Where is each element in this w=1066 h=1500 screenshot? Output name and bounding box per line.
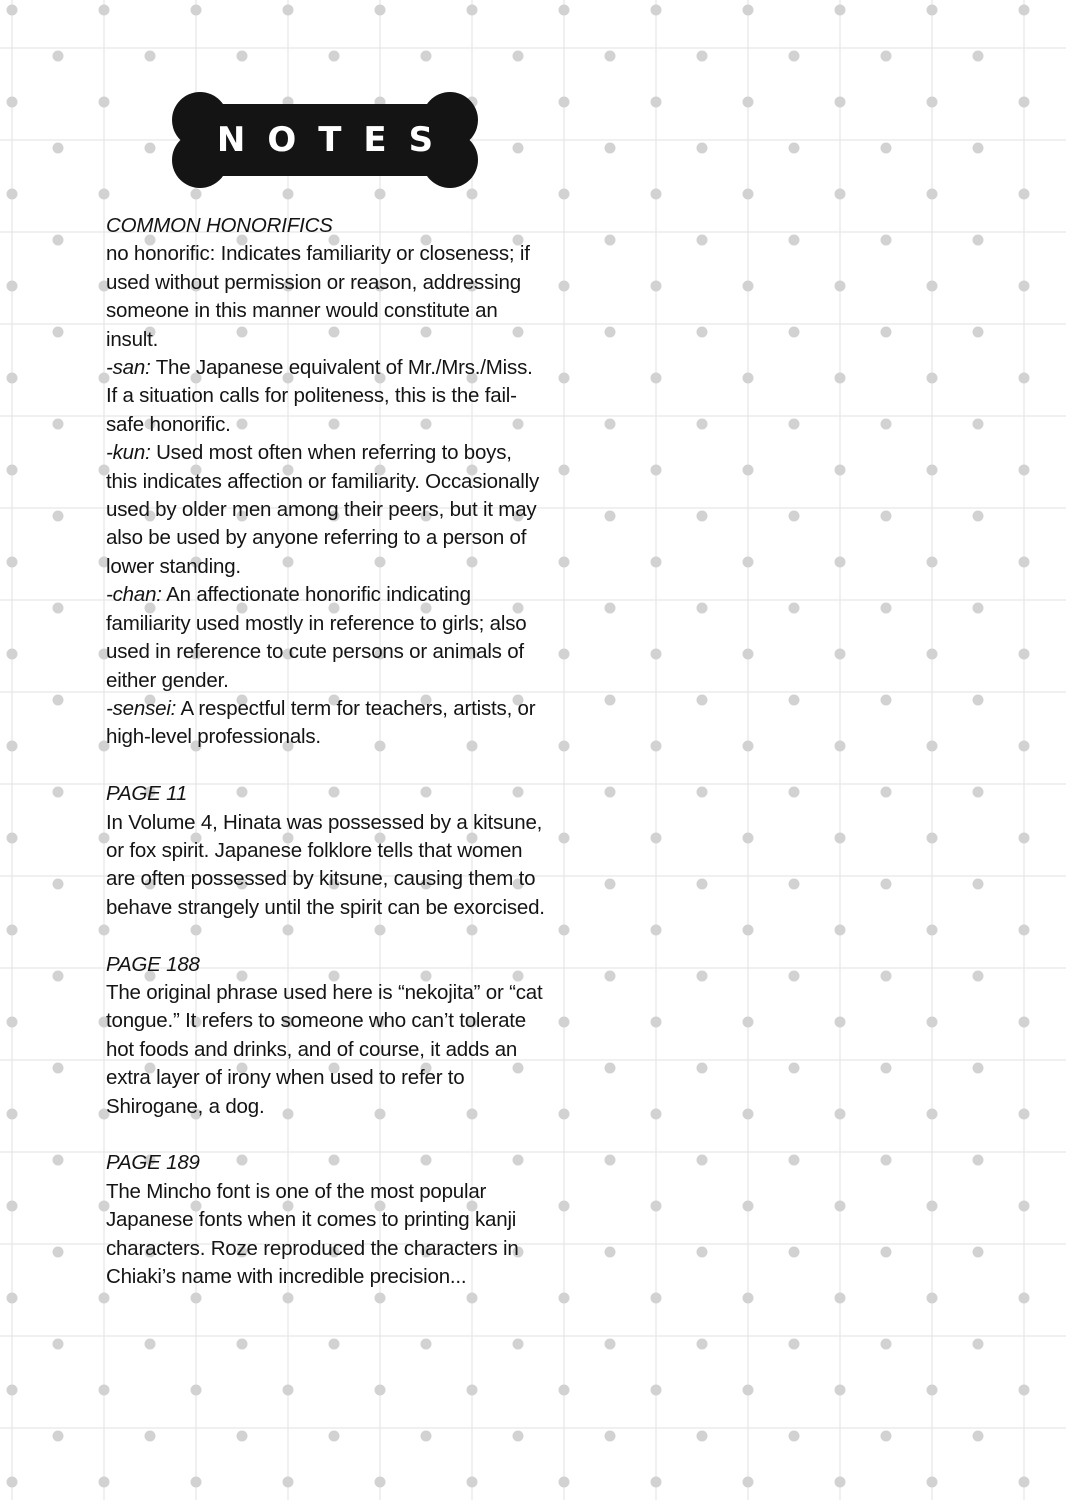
grid-dot xyxy=(927,833,938,844)
grid-dot xyxy=(1019,833,1030,844)
grid-dot xyxy=(7,649,18,660)
grid-dot xyxy=(651,281,662,292)
grid-dot xyxy=(881,695,892,706)
grid-dot xyxy=(973,511,984,522)
grid-dot xyxy=(605,143,616,154)
grid-dot xyxy=(973,235,984,246)
grid-dot xyxy=(789,787,800,798)
grid-dot xyxy=(53,143,64,154)
grid-dot xyxy=(927,281,938,292)
section-text-page-189: The Mincho font is one of the most popular Japanese fonts when it comes to printing kanji characters. Roze reproduced the characters in Chiaki’s name with incredible precision... xyxy=(106,1179,519,1288)
grid-dot xyxy=(697,1339,708,1350)
grid-dot xyxy=(559,5,570,16)
grid-dot xyxy=(53,787,64,798)
notes-badge xyxy=(170,86,480,194)
grid-dot xyxy=(789,51,800,62)
grid-dot xyxy=(789,603,800,614)
grid-dot xyxy=(99,5,110,16)
grid-dot xyxy=(835,281,846,292)
grid-dot xyxy=(605,327,616,338)
honorific-text: no honorific: Indicates familiarity or closeness; if used without permission or reason, addressing someone in this manner would constitute an insult. xyxy=(106,242,530,351)
grid-dot xyxy=(973,327,984,338)
grid-dot xyxy=(7,5,18,16)
grid-dot xyxy=(835,925,846,936)
honorific-text: An affectionate honorific indicating familiarity used mostly in reference to girls; also used in reference to cute persons or animals of either gender. xyxy=(106,583,527,692)
grid-dot xyxy=(835,557,846,568)
grid-dot xyxy=(559,1201,570,1212)
grid-dot xyxy=(697,603,708,614)
grid-dot xyxy=(697,1247,708,1258)
grid-dot xyxy=(927,1017,938,1028)
grid-dot xyxy=(7,833,18,844)
grid-dot xyxy=(559,557,570,568)
grid-dot xyxy=(789,327,800,338)
grid-dot xyxy=(605,419,616,430)
grid-dot xyxy=(559,833,570,844)
section-heading-page-188: PAGE 188 xyxy=(106,952,200,976)
grid-dot xyxy=(53,327,64,338)
grid-dot xyxy=(559,97,570,108)
grid-dot xyxy=(835,1201,846,1212)
grid-dot xyxy=(7,557,18,568)
grid-dot xyxy=(7,373,18,384)
grid-dot xyxy=(697,51,708,62)
grid-dot xyxy=(1019,1385,1030,1396)
grid-dot xyxy=(789,511,800,522)
grid-dot xyxy=(53,419,64,430)
grid-dot xyxy=(835,1109,846,1120)
grid-dot xyxy=(53,51,64,62)
grid-dot xyxy=(467,1385,478,1396)
grid-dot xyxy=(53,1155,64,1166)
grid-dot xyxy=(99,1385,110,1396)
grid-dot xyxy=(191,1385,202,1396)
grid-dot xyxy=(973,143,984,154)
grid-dot xyxy=(145,143,156,154)
grid-dot xyxy=(7,1477,18,1488)
grid-dot xyxy=(559,373,570,384)
notes-content xyxy=(106,212,546,1291)
grid-dot xyxy=(53,235,64,246)
grid-dot xyxy=(1019,1109,1030,1120)
grid-dot xyxy=(789,1247,800,1258)
grid-dot xyxy=(835,1017,846,1028)
grid-dot xyxy=(559,1017,570,1028)
grid-dot xyxy=(697,419,708,430)
grid-dot xyxy=(927,1201,938,1212)
grid-dot xyxy=(789,1063,800,1074)
grid-dot xyxy=(7,1385,18,1396)
grid-dot xyxy=(145,51,156,62)
grid-dot xyxy=(835,741,846,752)
grid-dot xyxy=(789,1155,800,1166)
section-text-page-11: In Volume 4, Hinata was possessed by a kitsune, or fox spirit. Japanese folklore tells that women are often possessed by kitsune, causing them to behave strangely until the spirit can be exorcised. xyxy=(106,810,545,919)
grid-dot xyxy=(927,557,938,568)
grid-dot xyxy=(53,1339,64,1350)
grid-dot xyxy=(375,5,386,16)
grid-dot xyxy=(513,1431,524,1442)
grid-dot xyxy=(697,1063,708,1074)
grid-dot xyxy=(835,833,846,844)
grid-dot xyxy=(651,649,662,660)
grid-dot xyxy=(7,97,18,108)
grid-dot xyxy=(605,235,616,246)
grid-dot xyxy=(973,1063,984,1074)
grid-dot xyxy=(743,373,754,384)
grid-dot xyxy=(1019,373,1030,384)
grid-dot xyxy=(881,235,892,246)
grid-dot xyxy=(697,143,708,154)
grid-dot xyxy=(743,5,754,16)
grid-dot xyxy=(697,787,708,798)
grid-dot xyxy=(1019,97,1030,108)
grid-dot xyxy=(697,235,708,246)
grid-dot xyxy=(329,1339,340,1350)
grid-dot xyxy=(697,971,708,982)
grid-dot xyxy=(53,1063,64,1074)
grid-dot xyxy=(53,971,64,982)
grid-dot xyxy=(789,695,800,706)
grid-dot xyxy=(881,51,892,62)
grid-dot xyxy=(145,1339,156,1350)
honorific-entry-sensei xyxy=(106,695,546,752)
grid-dot xyxy=(7,1293,18,1304)
grid-dot xyxy=(7,1017,18,1028)
section-gap xyxy=(106,1121,546,1149)
grid-dot xyxy=(651,741,662,752)
grid-dot xyxy=(789,1339,800,1350)
section-text-page-188: The original phrase used here is “nekojita” or “cat tongue.” It refers to someone who can’t tolerate hot foods and drinks, and of course, it adds an extra layer of irony when used to refer to Shirogane, a dog. xyxy=(106,980,543,1118)
grid-dot xyxy=(743,189,754,200)
grid-dot xyxy=(7,925,18,936)
grid-dot xyxy=(1019,925,1030,936)
grid-dot xyxy=(513,143,524,154)
grid-dot xyxy=(375,1385,386,1396)
grid-dot xyxy=(927,189,938,200)
grid-dot xyxy=(835,1385,846,1396)
grid-dot xyxy=(421,1339,432,1350)
grid-dot xyxy=(973,603,984,614)
grid-dot xyxy=(927,1109,938,1120)
grid-dot xyxy=(605,1339,616,1350)
grid-dot xyxy=(605,1431,616,1442)
honorific-entry-kun xyxy=(106,439,546,581)
grid-dot xyxy=(881,787,892,798)
grid-dot xyxy=(237,51,248,62)
grid-dot xyxy=(283,1477,294,1488)
grid-dot xyxy=(927,465,938,476)
grid-dot xyxy=(881,879,892,890)
grid-dot xyxy=(467,1477,478,1488)
grid-dot xyxy=(835,649,846,660)
grid-dot xyxy=(973,1431,984,1442)
grid-dot xyxy=(605,971,616,982)
grid-dot xyxy=(513,1339,524,1350)
grid-dot xyxy=(605,879,616,890)
grid-dot xyxy=(53,511,64,522)
grid-dot xyxy=(283,1293,294,1304)
grid-dot xyxy=(973,695,984,706)
grid-dot xyxy=(1019,1201,1030,1212)
section-heading-honorifics: COMMON HONORIFICS xyxy=(106,214,333,237)
grid-dot xyxy=(99,1293,110,1304)
grid-dot xyxy=(973,1155,984,1166)
honorific-term: -chan: xyxy=(106,583,162,607)
grid-dot xyxy=(743,741,754,752)
grid-dot xyxy=(651,1385,662,1396)
grid-dot xyxy=(53,879,64,890)
grid-dot xyxy=(743,465,754,476)
grid-dot xyxy=(375,1477,386,1488)
grid-dot xyxy=(651,833,662,844)
grid-dot xyxy=(697,1155,708,1166)
honorific-term: -sensei: xyxy=(106,696,177,720)
grid-dot xyxy=(651,189,662,200)
grid-dot xyxy=(651,1201,662,1212)
honorific-entry-chan xyxy=(106,581,546,695)
grid-dot xyxy=(7,281,18,292)
section-heading-page-189: PAGE 189 xyxy=(106,1151,200,1175)
grid-dot xyxy=(559,1477,570,1488)
grid-dot xyxy=(881,1431,892,1442)
grid-dot xyxy=(743,557,754,568)
honorific-text: Used most often when referring to boys, this indicates affection or familiarity. Occasionally used by older men among their peers, but it may also be used by anyone referring to a person of lower standing. xyxy=(106,441,539,578)
grid-dot xyxy=(789,1431,800,1442)
grid-dot xyxy=(99,97,110,108)
grid-dot xyxy=(651,1293,662,1304)
grid-dot xyxy=(651,5,662,16)
grid-dot xyxy=(881,511,892,522)
grid-dot xyxy=(513,51,524,62)
grid-dot xyxy=(1019,649,1030,660)
grid-dot xyxy=(651,557,662,568)
grid-dot xyxy=(697,327,708,338)
grid-dot xyxy=(467,1293,478,1304)
grid-dot xyxy=(973,879,984,890)
grid-dot xyxy=(927,1385,938,1396)
grid-dot xyxy=(605,1155,616,1166)
grid-dot xyxy=(329,51,340,62)
grid-dot xyxy=(1019,1477,1030,1488)
grid-dot xyxy=(651,97,662,108)
grid-dot xyxy=(559,925,570,936)
grid-dot xyxy=(927,649,938,660)
grid-dot xyxy=(743,281,754,292)
grid-dot xyxy=(559,741,570,752)
grid-dot xyxy=(559,649,570,660)
grid-dot xyxy=(559,281,570,292)
grid-dot xyxy=(835,1293,846,1304)
grid-dot xyxy=(99,189,110,200)
grid-dot xyxy=(743,1477,754,1488)
grid-dot xyxy=(53,1247,64,1258)
grid-dot xyxy=(743,1017,754,1028)
grid-dot xyxy=(559,465,570,476)
grid-dot xyxy=(743,649,754,660)
grid-dot xyxy=(99,1477,110,1488)
grid-dot xyxy=(1019,465,1030,476)
grid-dot xyxy=(651,1477,662,1488)
grid-dot xyxy=(421,1431,432,1442)
grid-dot xyxy=(1019,1017,1030,1028)
honorific-entry-none xyxy=(106,240,546,354)
grid-dot xyxy=(329,1431,340,1442)
grid-dot xyxy=(467,5,478,16)
grid-dot xyxy=(7,741,18,752)
grid-dot xyxy=(1019,189,1030,200)
grid-dot xyxy=(605,1063,616,1074)
grid-dot xyxy=(7,1201,18,1212)
grid-dot xyxy=(973,787,984,798)
grid-dot xyxy=(697,1431,708,1442)
grid-dot xyxy=(53,1431,64,1442)
section-gap xyxy=(106,922,546,950)
grid-dot xyxy=(651,925,662,936)
grid-dot xyxy=(283,1385,294,1396)
grid-dot xyxy=(7,465,18,476)
grid-dot xyxy=(743,1385,754,1396)
grid-dot xyxy=(789,971,800,982)
grid-dot xyxy=(605,1247,616,1258)
grid-dot xyxy=(7,189,18,200)
grid-dot xyxy=(743,925,754,936)
grid-dot xyxy=(927,97,938,108)
grid-dot xyxy=(881,1155,892,1166)
grid-dot xyxy=(1019,281,1030,292)
grid-dot xyxy=(283,5,294,16)
grid-dot xyxy=(835,5,846,16)
grid-dot xyxy=(421,51,432,62)
grid-dot xyxy=(191,1293,202,1304)
grid-dot xyxy=(789,143,800,154)
grid-dot xyxy=(651,1109,662,1120)
grid-dot xyxy=(973,971,984,982)
grid-dot xyxy=(973,1339,984,1350)
grid-dot xyxy=(743,1201,754,1212)
grid-dot xyxy=(1019,5,1030,16)
grid-dot xyxy=(835,1477,846,1488)
grid-dot xyxy=(559,1385,570,1396)
grid-dot xyxy=(53,603,64,614)
section-heading-page-11: PAGE 11 xyxy=(106,782,188,806)
honorific-text: The Japanese equivalent of Mr./Mrs./Miss. If a situation calls for politeness, this is the fail-safe honorific. xyxy=(106,356,533,436)
grid-dot xyxy=(1019,741,1030,752)
grid-dot xyxy=(651,465,662,476)
grid-dot xyxy=(559,1109,570,1120)
grid-dot xyxy=(237,1431,248,1442)
grid-dot xyxy=(835,373,846,384)
grid-dot xyxy=(881,1063,892,1074)
grid-dot xyxy=(927,373,938,384)
grid-dot xyxy=(881,603,892,614)
grid-dot xyxy=(1019,557,1030,568)
grid-dot xyxy=(927,741,938,752)
grid-dot xyxy=(605,603,616,614)
grid-dot xyxy=(743,1293,754,1304)
grid-dot xyxy=(927,1477,938,1488)
grid-dot xyxy=(145,1431,156,1442)
grid-dot xyxy=(605,51,616,62)
grid-dot xyxy=(927,5,938,16)
grid-dot xyxy=(973,1247,984,1258)
grid-dot xyxy=(973,51,984,62)
grid-dot xyxy=(927,925,938,936)
grid-dot xyxy=(651,373,662,384)
grid-dot xyxy=(881,1247,892,1258)
grid-dot xyxy=(237,1339,248,1350)
grid-dot xyxy=(191,1477,202,1488)
grid-dot xyxy=(973,419,984,430)
grid-dot xyxy=(605,695,616,706)
honorific-term: -san: xyxy=(106,356,151,380)
grid-dot xyxy=(835,189,846,200)
grid-dot xyxy=(605,787,616,798)
page-title: NOTES xyxy=(216,120,456,160)
grid-dot xyxy=(743,1109,754,1120)
grid-dot xyxy=(881,327,892,338)
grid-dot xyxy=(697,511,708,522)
grid-dot xyxy=(697,695,708,706)
grid-dot xyxy=(927,1293,938,1304)
grid-dot xyxy=(697,879,708,890)
section-gap xyxy=(106,752,546,780)
grid-dot xyxy=(559,189,570,200)
honorific-term: -kun: xyxy=(106,441,151,465)
grid-dot xyxy=(191,5,202,16)
grid-dot xyxy=(835,97,846,108)
grid-dot xyxy=(835,465,846,476)
grid-dot xyxy=(789,419,800,430)
grid-dot xyxy=(881,419,892,430)
grid-dot xyxy=(743,97,754,108)
grid-dot xyxy=(7,1109,18,1120)
grid-dot xyxy=(1019,1293,1030,1304)
honorific-entry-san xyxy=(106,354,546,439)
grid-dot xyxy=(375,1293,386,1304)
grid-dot xyxy=(789,879,800,890)
grid-dot xyxy=(53,695,64,706)
grid-dot xyxy=(651,1017,662,1028)
grid-dot xyxy=(605,511,616,522)
honorific-text: A respectful term for teachers, artists, or high-level professionals. xyxy=(106,696,536,749)
grid-dot xyxy=(881,143,892,154)
grid-dot xyxy=(881,1339,892,1350)
grid-dot xyxy=(881,971,892,982)
grid-dot xyxy=(743,833,754,844)
grid-dot xyxy=(789,235,800,246)
grid-dot xyxy=(559,1293,570,1304)
